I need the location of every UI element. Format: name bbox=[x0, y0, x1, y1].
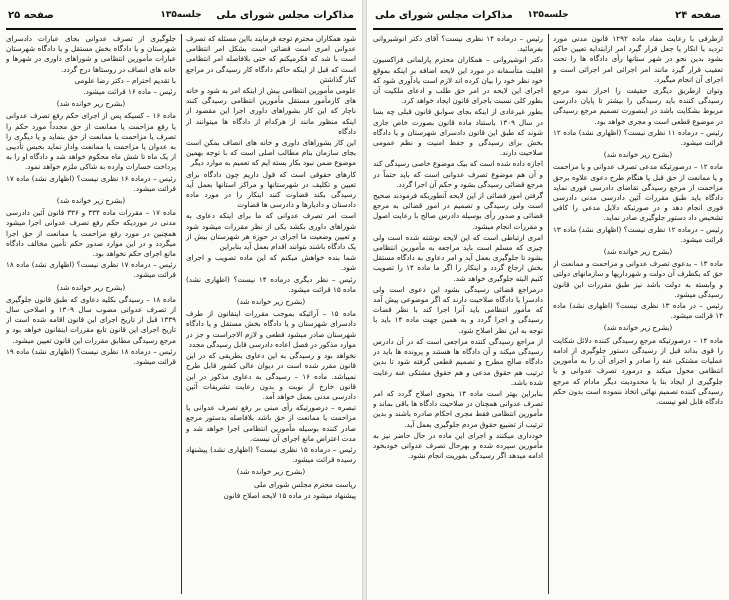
paragraph: شود همکاران محترم توجه فرمایند بااین مسئله که تصرف عدوانی امری است قضائی است بشکل امر انتظامی است با شد که فکرمیکنم که حتی بلافاصله امر انتظامی است که قبل از اینکه حاکم دادگاه کار رسیدگی در مراجع کنار گذاشتن bbox=[186, 34, 356, 84]
paragraph: دکتر انوشیروانی – همکاران محترم پارلمانی فراکسیون اقلیت متأسفانه در مورد این لایحه اضافه بر اینکه بموقع خود نظر خود را بیان کرده اند لازم است یادآوری شود که اجرای این لایحه در امر حق طلب و ادعای ملکیت آن بطور کلی نسبت باجرای قانون ایجاد خواهد کرد. bbox=[373, 55, 543, 106]
paragraph: ماده ۱۳ – بدعوی تصرف عدوانی و مزاحمت و ممانعت از حق که یکطرف آن دولت و شهرداریها و سازمانهای دولتی و وابسته به دولت باشد نیز طبق مقررات این قانون رسیدگی میشود. bbox=[553, 259, 723, 299]
paragraph: ماده ۱۴ – درصورتیکه مرجع رسیدگی کننده دلائل شکایت را قوی بداند قبل از رسیدگی دستور جلوگیری از ادامه عملیات مشتکی عنه را صادر و اجرای آن را به مأمورین انتظامی محول میکند و درمورد تصرف عدوانی و یا جلوگیری از ایجاد بنا یا محدودیت دیگر مادام که مرجع رسیدگی کننده تصمیم نهائی اتخاذ ننموده است بدون حکم دادگاه قابل لغو نیست. bbox=[553, 335, 723, 406]
paragraph: تبصره – درصورتیکه رأی مبنی بر رفع تصرف عدوانی یا مزاحمت یا ممانعت از حق باشد بلافاصله بدستور مرجع صادر کننده بوسیله مأمورین انتظامی اجرا خواهد شد و مدت اعتراض مانع اجرای آن نیست. bbox=[186, 403, 356, 443]
paragraph: جلوگیری از تصرف عدوانی بجای عبارات دادسرای شهرستان و یا دادگاه بخش مستقل و یا دادگاه شهرستان عبارات مأمورین انتظامی و شوراهای داوری در شهرها و خانه های انصاف در روستاها درج گردد. bbox=[6, 34, 176, 74]
paragraph: رئیس – درماده ۱۵ نظری نیست؟ (اظهاری نشد) پیشنهاد رسیده قرائت میشود. bbox=[186, 444, 356, 465]
right-page bbox=[367, 0, 729, 600]
paragraph: رئیس – درماده ۱۴ نظری نیست؟ آقای دکتر انوشیروانی بفرمائید. bbox=[373, 34, 543, 54]
paragraph: درمراجع قضائی رسیدگی بشود این دعوی است ولی دادسرا یا دادگاه صلاحیت دارند که اگر موضوعی پیش آمد که مأمور انتظامی باید آنرا اجرا کند با نظر قضات رسیدگی و اجرا گردد و به همین جهت ماده ۱۴ باید با توجه به این نظر اصلاح شود. bbox=[373, 284, 543, 335]
reading-note: (بشرح زیر خوانده شد) bbox=[603, 247, 673, 257]
left-page-columns bbox=[6, 34, 356, 594]
left-page bbox=[0, 0, 362, 600]
paragraph: ریاست محترم مجلس شورای ملی bbox=[253, 479, 356, 489]
reading-note: (بشرح زیر خوانده شد) bbox=[56, 99, 126, 109]
paragraph: پیشنهاد میشود در ماده ۱۵ لایحه اصلاح قانون bbox=[223, 490, 356, 500]
left-page-session: جلسه۱۳۵ bbox=[160, 10, 202, 20]
reading-note: (بشرح زیر خوانده شد) bbox=[236, 297, 306, 307]
paragraph: بطور غیرعادی از اینکه بجای سوابق قانون قبلی چه بسا در سال ۱۳۰۹ باستناد ماده قانون بصورت خاص جاری شوند که طبق این قانون دادسرای شهرستان و یا دادگاه بخش برای رسیدگی و حفظ امنیت و نظم عمومی صلاحیت دارند. bbox=[373, 107, 543, 158]
paragraph: رئیس – ماده ۱۶ قرائت میشود. bbox=[83, 87, 176, 97]
paragraph: ماده ۱۸ – رسیدگی بکلیه دعاوی که طبق قانون جلوگیری از تصرف عدوانی مصوب سال ۱۳۰۹ و اصلاحی سال ۱۳۳۹ قبل از تاریخ اجرای این قانون اقامه شده است از تاریخ اجرای این قانون تابع مقررات اینقانون خواهد بود و مرجع رسیدگی مطابق مقررات این قانون تعیین میشود. bbox=[6, 294, 176, 345]
reading-note: (بشرح زیر خوانده شد) bbox=[56, 196, 126, 206]
paragraph: خودداری میکنند و اجرای این ماده در حال حاضر نیز به مأمورین سپرده شده و بهرحال تصرف عدوانی خودبخود ادامه میدهد اگر رسیدگی بفوریت انجام نشود. bbox=[373, 430, 543, 461]
reading-note: (بشرح زیر خوانده شد) bbox=[603, 323, 673, 333]
paragraph: ماده ۱۲ – درصورتیکه مدعی تصرف عدوانی و یا مزاحمت و یا ممانعت از حق قبل یا هنگام طرح دعوی علاوه برحق مزاحمت از مرجع رسیدگی تقاضای دادرسی فوری نماید دادگاه باید طبق مقررات آئین دادرسی مدنی دادرسی فوری انجام دهد و در صورتیکه دلایل مدعی را کافی تشخیص داد دستور جلوگیری صادر نماید. bbox=[553, 162, 723, 223]
paragraph: رئیس – در ماده ۱۳ نظری نیست؟ (اظهاری نشد) ماده ۱۴ قرائت میشود. bbox=[553, 301, 723, 321]
paragraph: شما بنده خواهش میکنم که این ماده تصویب و اجرای شود. bbox=[186, 253, 356, 273]
paragraph: رئیس – نظر دیگری درماده ۱۴ نیست؟ (اظهاری نشد) ماده ۱۵ قرائت میشود. bbox=[186, 274, 356, 294]
paragraph: با تقدیم احترام – دکتر رضا علومی bbox=[74, 75, 176, 85]
paragraph: ماده ۱۷ – مقررات ماده ۳۳۴ و ۳۳۶ قانون آئین دادرسی مدنی در موردیکه حکم رفع تصرف عدوانی اجرا میشود همچنین در مورد رفع مزاحمت یا ممانعت از حق اجرا میگردد و در این موارد صدور حکم تأمین مخالف دادگاه مانع اجرای حکم نخواهد بود. bbox=[6, 208, 176, 259]
paragraph: علومی مأمورین انتظامی بیش از اینکه امر به شود و خانه های کارمأمور مستقل مأمورین انتظامی رسیدگی کنند ناچار که این کار بشوراهای داوری اجرا این مقصود از اینکه منظور مانند از هرکدام از دادگاه ها میتوانند از دادگاه bbox=[186, 86, 356, 136]
paragraph: ماده ۱۶ – کسیکه پس از اجرای حکم رفع تصرف عدوانی یا رفع مزاحمت یا ممانعت از حق مجدداً مورد حکم را تصرف یا مزاحمت یا ممانعت از حق بنماید و یا دیگری را به عدوان یا مزاحمت یا ممانعت وادار نماید بحبس تأدیبی از یک ماه تا شش ماه محکوم خواهد شد و دادگاه او را به پرداخت خسارات وارده به شاکی ملزم خواهد نمود. bbox=[6, 111, 176, 172]
column-divider bbox=[548, 34, 549, 594]
left-page-left-column bbox=[6, 34, 176, 594]
paragraph: رئیس – درماده ۱۶ نظری نیست؟ (اظهاری نشد) ماده ۱۷ قرائت میشود. bbox=[6, 173, 176, 193]
paragraph: ماده ۱۵ – آرائیکه بموجب مقررات اینقانون از طرف دادسرای شهرستان و یا دادگاه بخش مستقل و یا دادگاه شهرستان صادر میشود قطعی و لازم الاجراست و جز در موارد مذکور در فصل اعاده دادرسی قابل رسیدگی مجدد bbox=[186, 309, 356, 349]
reading-note: (بشرح زیر خوانده شد) bbox=[603, 150, 673, 160]
left-page-number: صفحه ۲۵ bbox=[8, 10, 54, 21]
paragraph: این کار بشوراهای داوری و خانه های انصاف بمکن است بجای سازمان بنام مطالب اصلی است که با توجه بهمین موضوع ضمن نبود بکار بسته ایم که تعمیم به موارد دیگر bbox=[186, 138, 356, 168]
reading-note: (بشرح زیر خوانده شد) bbox=[56, 282, 126, 292]
paragraph: بنابراین بهتر است ماده ۱۴ بنحوی اصلاح گردد که امر تصرف عدوانی همچنان در صلاحیت دادگاه ها باقی بماند و مأمورین انتظامی فقط مجری احکام صادره باشند و بدین ترتیب از تضییع حقوق مردم جلوگیری بعمل آید. bbox=[373, 388, 543, 429]
paragraph: رئیس – درماده ۱۸ نظری نیست؟ (اظهاری نشد) ماده ۱۹ قرائت میشود. bbox=[6, 346, 176, 367]
paragraph: گرفتن امور قضائی از این لایحه آنطوریکه فرمودند صحیح است ولی رسیدگی و تصمیم در امور قضائی به مرجع قضائی و صدور رأی بوسیله دادرس صالح با رعایت اصول و مقررات انجام میشود. bbox=[373, 191, 543, 231]
paragraph: ازطرفی با رعایت مفاد ماده ۱۲۹۲ قانون مدنی مورد تردید یا انکار یا جعل قرار گیرد امر ازابتدایه تعیین حاکم بشود بدین نحو در شهر ستانها رأی دادگاه ها را تحت تعقیب قرار گیرد مانند امر اجرائی امر اجرائی است و اجرای آن انجام میگیرد. bbox=[553, 34, 723, 84]
left-page-right-column bbox=[186, 34, 356, 594]
paragraph: امری ارتباطی است که این لایحه نوشته شده است ولی چیزی که مسلم است باید مراجعه به مأمورین انتظامی بشود تا جلوگیری بعمل آید و امر دعاوی به دادگاه مستقل بخش ارجاع گردد و اینکار را اگر ما ماده ۱۴ را تصویب کنیم البته جلوگیری خواهد شد. bbox=[373, 232, 543, 283]
paragraph: رئیس – درماده ۱۷ نظری نیست؟ (اظهاری نشد) ماده ۱۸ قرائت میشود. bbox=[6, 260, 176, 280]
paragraph: رئیس – درماده ۱۲ نظری نیست؟ (اظهاری نشد) ماده ۱۳ قرائت میشود. bbox=[553, 224, 723, 244]
paragraph: کارهای حقوقی است که قول داریم چون دادگاه برای تعیین و تکلیف در شهرستانها و مراکز استانها بعمل آید رسیدگی بکند قضاوت کنند اینکار را در مورد ماده دادستان و دادیارها و دادرسی ها قضاوت bbox=[186, 169, 356, 210]
column-divider bbox=[181, 34, 182, 594]
right-page-columns bbox=[373, 34, 723, 594]
paragraph: است امر تصرف عدوانی که ما برای اینکه دعاوی به شوراهای داوری بکشد یکی از نظر مقررات میشود شود و تعیین وضعیت ما اجرای در حوزه هر شهرستان بیش از یک دادگاه باشند بتوانند اقدام بعمل آید بنابراین bbox=[186, 211, 356, 252]
paragraph: نخواهد بود و رسیدگی به این دعاوی بطریقی که در این قانون مقرر شده است در دیوان عالی کشور قابل طرح نمیباشد. ماده ۱۶ – رسیدگی به دعاوی مذکور در این قانون خارج از نوبت و بدون رعایت تشریفات آئین دادرسی مدنی بعمل خواهد آمد. bbox=[186, 351, 356, 401]
paragraph: وتوان ازطریق دیگری حقیقت را احراز نمود مرجع رسیدگی کننده باید رسیدگی را بیشتر تا پایان دادرسی مربوط بشکایت باشد در اینصورت تصمیم مرجع رسیدگی در موضوع قطعی است و مجری خواهد بود. bbox=[553, 86, 723, 126]
right-page-header bbox=[373, 6, 723, 30]
paragraph: رئیس – درماده ۱۱ نظری نیست؟ (اظهاری نشد) ماده ۱۲ قرائت میشود. bbox=[553, 127, 723, 148]
right-page-right-column bbox=[553, 34, 723, 594]
paragraph: اجازه داده شده است که بیک موضوع خاصی رسیدگی کند و آن هم موضوع تصرف عدوانی است که باید حتماً در مرجع قضائی رسیدگی بشود و حکم آن اجرا گردد. bbox=[373, 159, 543, 189]
right-page-title: مذاکرات مجلس شورای ملی bbox=[375, 10, 513, 21]
left-page-header bbox=[6, 6, 356, 30]
reading-note: (بشرح زیر خوانده شد) bbox=[236, 467, 306, 477]
paragraph: از مراجع رسیدگی کننده مراجعی است که در آن دادرس رسیدگی میکند و آن دادگاه ها هستند و پرونده ها باید در دادگاه صالح مطرح و تصمیم قطعی گرفته شود تا بدین ترتیب هم حقوق مدعی و هم حقوق مشتکی عنه رعایت شده باشد. bbox=[373, 336, 543, 387]
right-page-number: صفحه ۲۴ bbox=[675, 10, 721, 21]
right-page-session: جلسه۱۳۵ bbox=[527, 10, 569, 20]
right-page-left-column bbox=[373, 34, 543, 594]
left-page-title: مذاکرات مجلس شورای ملی bbox=[216, 10, 354, 21]
